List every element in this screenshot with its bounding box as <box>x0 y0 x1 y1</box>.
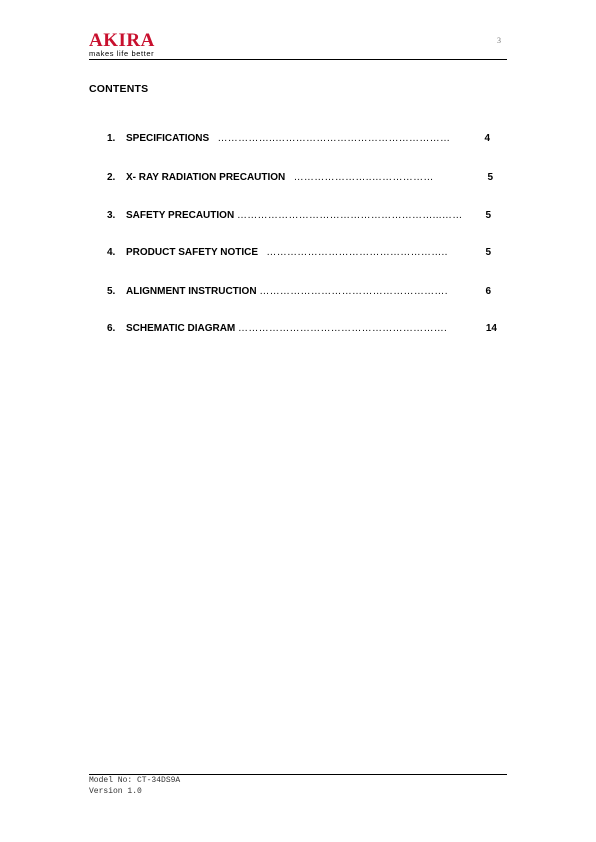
logo-wordmark: AKIRA <box>89 30 155 51</box>
toc-entry-page: 4 <box>480 132 490 146</box>
footer-version: Version 1.0 <box>89 787 142 796</box>
toc-entry-page: 14 <box>482 322 497 336</box>
toc-entry-alignment-instruction[interactable] <box>107 285 497 299</box>
toc-entry-number: 4. <box>107 247 116 258</box>
contents-heading: CONTENTS <box>89 83 149 95</box>
toc-entry-title: SAFETY PRECAUTION <box>126 210 235 221</box>
page-number: 3 <box>497 36 501 45</box>
footer-model-number: Model No: CT-34DS9A <box>89 776 181 785</box>
toc-leader-dots: …………………………………………………...…… <box>236 210 463 221</box>
toc-entry-number: 2. <box>107 172 116 183</box>
header-divider <box>89 59 507 60</box>
toc-leader-dots: …………………………………………….. <box>266 247 448 258</box>
toc-entry-page: 5 <box>483 171 493 185</box>
toc-entry-title: SCHEMATIC DIAGRAM <box>126 323 236 334</box>
toc-leader-dots: …………………..……………… <box>293 172 434 183</box>
logo-tagline: makes life better <box>89 49 155 58</box>
toc-entry-safety-precaution[interactable] <box>107 209 497 223</box>
toc-entry-title: X- RAY RADIATION PRECAUTION <box>126 172 286 183</box>
toc-entry-page: 5 <box>481 246 491 260</box>
toc-leader-dots: ……………………………………………………. <box>238 323 448 334</box>
toc-entry-title: PRODUCT SAFETY NOTICE <box>126 247 259 258</box>
toc-entry-specifications[interactable] <box>107 132 497 146</box>
akira-logo <box>89 31 169 58</box>
toc-entry-x-ray-radiation-precaution[interactable] <box>107 171 497 185</box>
toc-leader-dots: ……………..…………………………………………… <box>217 133 451 144</box>
toc-entry-title: ALIGNMENT INSTRUCTION <box>126 286 257 297</box>
toc-entry-number: 1. <box>107 133 116 144</box>
toc-leader-dots: ………………………………………………. <box>259 286 448 297</box>
toc-entry-number: 5. <box>107 286 116 297</box>
footer <box>89 775 180 797</box>
toc-entry-number: 3. <box>107 210 116 221</box>
toc-entry-product-safety-notice[interactable] <box>107 246 497 260</box>
toc-entry-page: 5 <box>481 209 491 223</box>
toc-entry-page: 6 <box>481 285 491 299</box>
toc-entry-title: SPECIFICATIONS <box>126 133 210 144</box>
toc-entry-schematic-diagram[interactable] <box>107 322 497 336</box>
toc-entry-number: 6. <box>107 323 116 334</box>
